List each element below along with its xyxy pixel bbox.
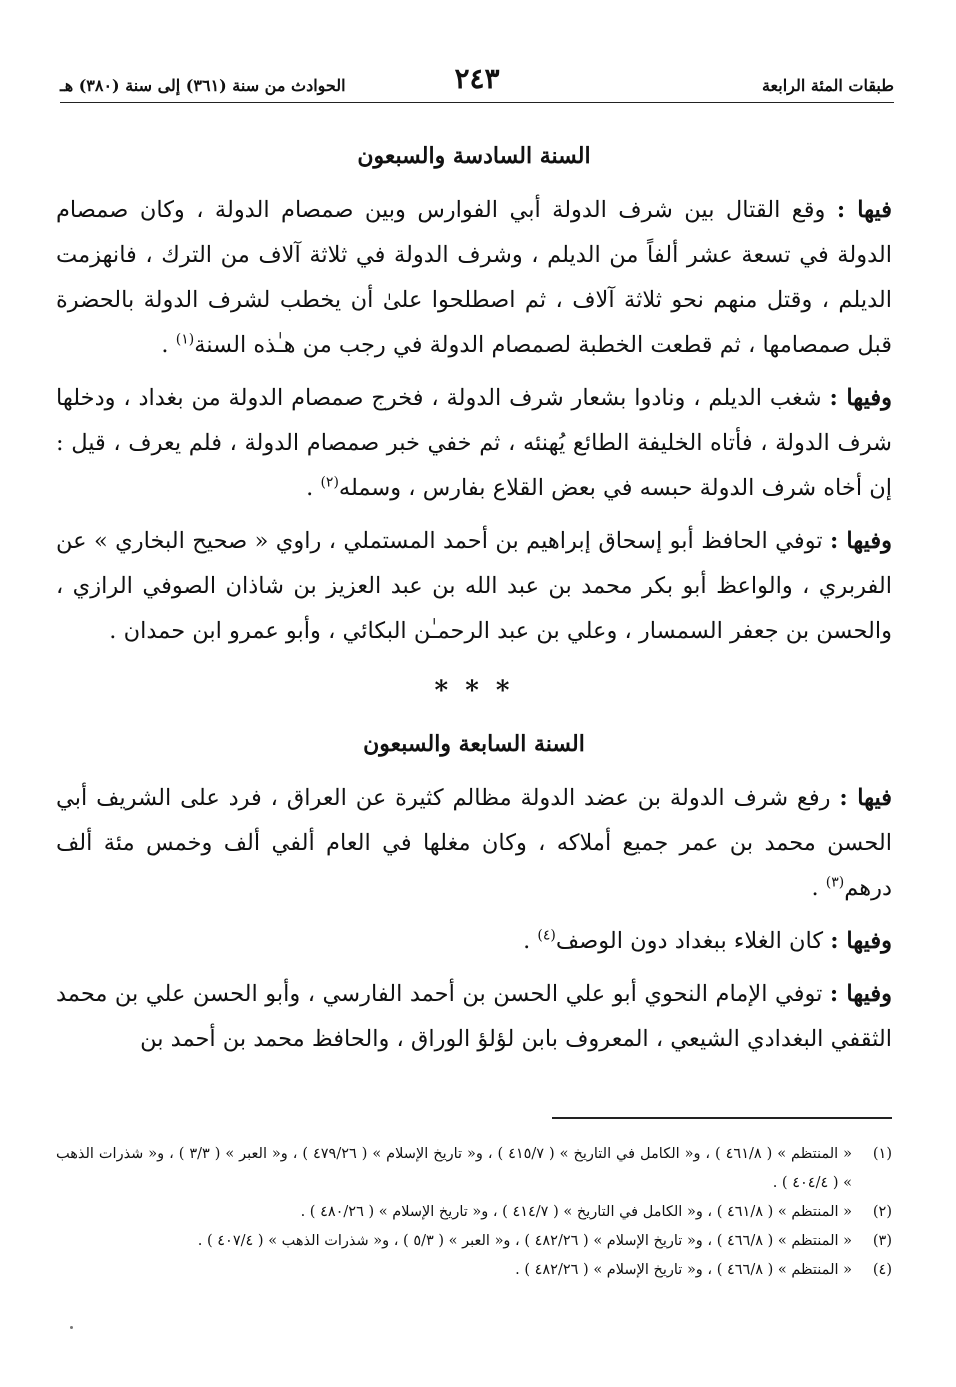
paragraph-text: رفع شرف الدولة بن عضد الدولة مظالم كثيرة عن العراق ، فرد على الشريف أبي الحسن محمد بن عمر جميع أملاكه ، وكان مغلها في العام ألفي ألف وخمس مئة ألف درهم: [56, 785, 892, 901]
footnote-text: « المنتظم » ( ٤٦١/٨ ) ، و« الكامل في التاريخ » ( ٤١٤/٧ ) ، و« تاريخ الإسلام » ( ٤٨٠/٢٦ ) .: [300, 1204, 852, 1220]
paragraph-lead: وفيها :: [829, 981, 893, 1007]
page-header: [60, 62, 894, 103]
paragraph-text: توفي الإمام النحوي أبو علي الحسن بن أحمد الفارسي ، وأبو الحسن علي بن محمد الثقفي البغدادي الشيعي ، المعروف بابن لؤلؤ الوراق ، والحافظ محمد بن أحمد بن: [56, 981, 892, 1052]
paragraph: [56, 519, 892, 654]
paragraph: [56, 188, 892, 368]
footnote-ref[interactable]: (٣): [825, 874, 845, 891]
paragraph: [56, 776, 892, 911]
paragraph-lead: فيها :: [836, 197, 893, 223]
paragraph-end: .: [306, 475, 321, 501]
footnote-ref[interactable]: (٢): [320, 474, 339, 491]
footnote-item: [56, 1256, 892, 1285]
footnote-item: [56, 1198, 892, 1227]
running-title: طبقات المئة الرابعة: [761, 76, 894, 95]
footnote-number: (٤): [872, 1262, 892, 1278]
section-heading-76: السنة السادسة والسبعون: [357, 143, 591, 169]
paragraph: [56, 972, 892, 1062]
page-speck: [70, 1326, 73, 1329]
paragraph-end: .: [811, 875, 826, 901]
section-heading-77: السنة السابعة والسبعون: [363, 731, 585, 757]
paragraph-text: وقع القتال بين شرف الدولة أبي الفوارس وبين صمصام الدولة ، وكان صمصام الدولة في تسعة عشر ألفاً من الديلم ، وشرف الدولة في ثلاثة آلاف من الترك ، فانهزمت الديلم ، وقتل منهم نحو ثلاثة آلاف ، ثم اصطلحوا علىٰ أن يخطب لشرف الدولة بالحضرة قبل صمصامها ، ثم قطعت الخطبة لصمصام الدولة في رجب من هـٰذه السنة: [56, 197, 892, 358]
footnote-text: « المنتظم » ( ٤٦٦/٨ ) ، و« تاريخ الإسلام » ( ٤٨٢/٢٦ ) ، و« العبر » ( ٥/٣ ) ، و« شذرات الذهب » ( ٤٠٧/٤ ) .: [197, 1233, 852, 1249]
paragraph-lead: وفيها :: [829, 385, 892, 411]
paragraph: [56, 919, 892, 964]
footnote-divider: [552, 1117, 892, 1119]
paragraph-text: توفي الحافظ أبو إسحاق إبراهيم بن أحمد المستملي ، راوي « صحيح البخاري » عن الفربري ، والواعظ أبو بكر محمد بن عبد الله بن عبد العزيز بن شاذان الصوفي الرازي ، والحسن بن جعفر السمسار ، وعلي بن عبد الرحمـٰن البكائي ، وأبو عمرو ابن حمدان .: [56, 528, 892, 644]
footnote-item: [56, 1227, 892, 1256]
footnote-item: [56, 1140, 892, 1198]
footnote-text: « المنتظم » ( ٤٦١/٨ ) ، و« الكامل في التاريخ » ( ٤١٥/٧ ) ، و« تاريخ الإسلام » ( ٤٧٩/٢٦ ) ، و« العبر » ( ٣/٣ ) ، و« شذرات الذهب » ( ٤٠٤/٤ ) .: [56, 1146, 852, 1191]
paragraph-lead: فيها :: [839, 785, 892, 811]
footnote-ref[interactable]: (١): [175, 331, 195, 348]
paragraph-text: شغب الديلم ، ونادوا بشعار شرف الدولة ، فخرج صمصام الدولة من بغداد ، ودخلها شرف الدولة ، فأتاه الخليفة الطائع يُهنئه ، ثم خفي خبر صمصام الدولة ، فلم يعرف ، قيل : إن أخاه شرف الدولة حبسه في بعض القلاع بفارس ، وسمله: [56, 385, 892, 501]
paragraph-lead: وفيها :: [829, 528, 893, 554]
footnote-number: (٣): [872, 1233, 892, 1249]
running-subtitle: الحوادث من سنة (٣٦١) إلى سنة (٣٨٠) هـ: [60, 76, 346, 95]
paragraph-lead: وفيها :: [830, 928, 892, 954]
footnote-number: (٢): [872, 1204, 892, 1220]
main-text: [56, 138, 892, 1070]
footnote-number: (١): [872, 1146, 892, 1162]
footnote-text: « المنتظم » ( ٤٦٦/٨ ) ، و« تاريخ الإسلام » ( ٤٨٢/٢٦ ) .: [515, 1262, 852, 1278]
footnote-ref[interactable]: (٤): [537, 927, 556, 944]
paragraph-text: كان الغلاء ببغداد دون الوصف: [555, 928, 824, 954]
paragraph: [56, 376, 892, 511]
section-separator: * * *: [434, 676, 514, 706]
paragraph-end: .: [161, 332, 176, 358]
footnotes: [56, 1140, 892, 1285]
paragraph-end: .: [523, 928, 538, 954]
page-number: ٢٤٣: [454, 62, 500, 95]
